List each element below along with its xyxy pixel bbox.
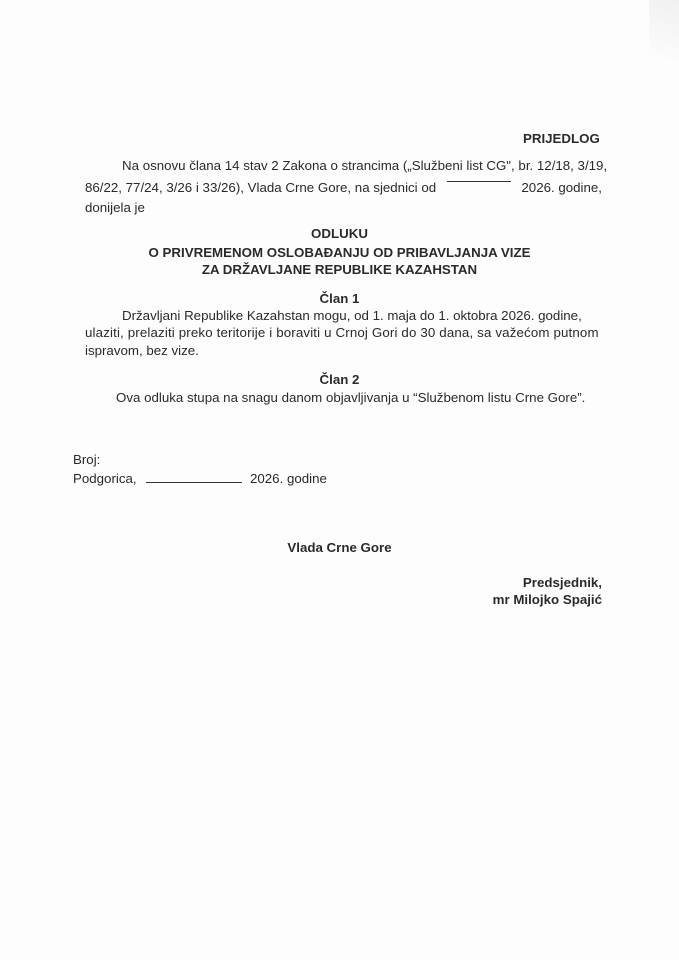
place-date-suffix: 2026. godine	[249, 471, 327, 486]
decision-subtitle-2: ZA DRŽAVLJANE REPUBLIKE KAZAHSTAN	[201, 262, 478, 277]
decision-title: ODLUKU	[311, 226, 368, 241]
article-2-line-1: Ova odluka stupa na snagu danom objavljivanja u “Službenom listu Crne Gore”.	[116, 390, 586, 405]
preamble-line-2	[85, 180, 602, 195]
preamble-line-2-end: 2026. godine,	[521, 180, 602, 195]
proposal-label: PRIJEDLOG	[523, 131, 600, 146]
signer-title: Predsjednik,	[522, 575, 602, 590]
decision-subtitle-1: O PRIVREMENOM OSLOBAĐANJU OD PRIBAVLJANJA VIZE	[148, 245, 531, 260]
scan-shadow	[649, 0, 679, 60]
preamble-line-1: Na osnovu člana 14 stav 2 Zakona o strancima („Službeni list CG", br. 12/18, 3/19,	[122, 158, 608, 173]
signing-date-blank	[146, 481, 242, 483]
place-label: Podgorica,	[73, 471, 137, 486]
article-1-line-3: ispravom, bez vize.	[85, 343, 199, 358]
reference-number-label: Broj:	[73, 452, 101, 467]
government-name: Vlada Crne Gore	[287, 540, 392, 555]
article-1-line-2: ulaziti, prelaziti preko teritorije i boraviti u Crnoj Gori do 30 dana, sa važećom putnom	[85, 325, 599, 340]
preamble-line-3: donijela je	[85, 200, 145, 215]
signer-name: mr Milojko Spajić	[492, 592, 602, 607]
article-1-line-1: Državljani Republike Kazahstan mogu, od 1. maja do 1. oktobra 2026. godine,	[122, 308, 582, 323]
article-1-heading: Član 1	[319, 291, 360, 306]
preamble-line-2-start: 86/22, 77/24, 3/26 i 33/26), Vlada Crne Gore, na sjednici od	[85, 180, 437, 195]
article-2-heading: Član 2	[319, 372, 360, 387]
place-date-line	[73, 471, 327, 486]
session-date-blank	[447, 180, 511, 182]
